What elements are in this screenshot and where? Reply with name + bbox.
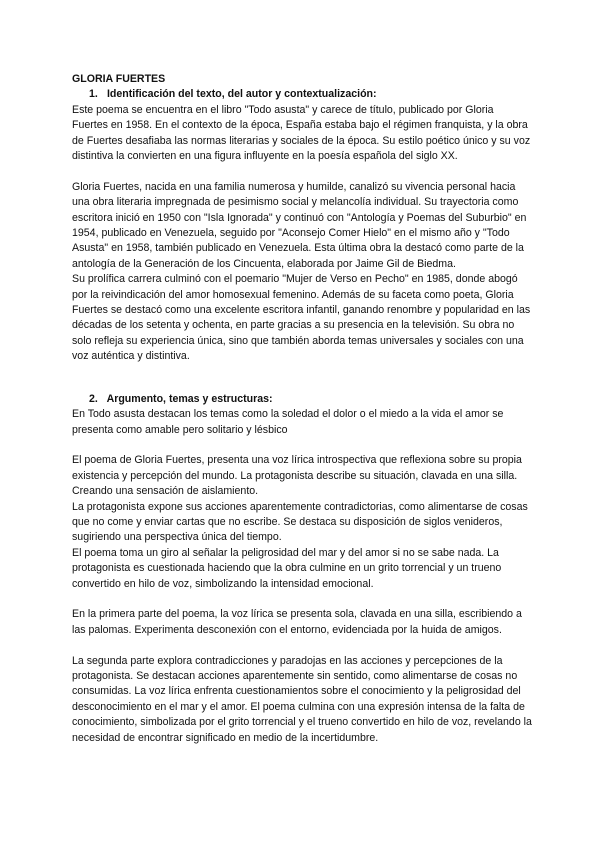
section-2-number: 2. — [89, 392, 98, 405]
section-2-title: Argumento, temas y estructuras: — [106, 392, 273, 405]
section-2-paragraph: La segunda parte explora contradicciones y paradojas en las acciones y percepciones de la protagonista. Se destacan acciones aparentemente sin sentido, como alimentarse de cosas no consumidas. La voz lírica enfrenta cuestionamientos sobre el conocimiento y la peligrosidad del desconocimiento en el mar y el amor. El poema culmina con una expresión intensa de la falta de conocimiento, simbolizada por el grito torrencial y el trueno convertido en hilo de voz, revelando la necesidad de encontrar significado en medio de la incertidumbre. — [72, 654, 532, 744]
document-title: GLORIA FUERTES — [72, 73, 166, 85]
section-2-paragraph: En la primera parte del poema, la voz lírica se presenta sola, clavada en una silla, escribiendo a las palomas. Experimenta desconexión con el entorno, evidenciada por la huida de amigos. — [72, 608, 522, 636]
section-2-heading — [72, 392, 532, 407]
section-2-paragraph: La protagonista expone sus acciones aparentemente contradictorias, como alimentarse de cosas que no come y enviar cartas que no escribe. Se destaca su disposición de siglos venideros, sugiriendo una perspectiva única del tiempo. — [72, 500, 528, 544]
section-2-paragraph: En Todo asusta destacan los temas como la soledad el dolor o el miedo a la vida el amor se presenta como amable pero solitario y lésbico — [72, 408, 504, 436]
section-1-paragraph: Este poema se encuentra en el libro "Todo asusta" y carece de título, publicado por Gloria Fuertes en 1958. En el contexto de la época, España estaba bajo el régimen franquista, y la obra de Fuertes desafiaba las normas literarias y sociales de la época. Su estilo poético único y su voz distintiva la convierten en una figura influyente en la poesía española del siglo XX. — [72, 103, 531, 163]
section-2-paragraph: El poema de Gloria Fuertes, presenta una voz lírica introspectiva que reflexiona sobre su propia existencia y percepción del mundo. La protagonista describe su situación, clavada en una silla. Creando una sensación de aislamiento. — [72, 454, 522, 498]
section-1-number: 1. — [89, 88, 98, 101]
section-1-title: Identificación del texto, del autor y contextualización: — [106, 88, 377, 101]
section-1-heading — [72, 87, 532, 102]
document-page — [72, 72, 532, 746]
section-1-paragraph: Su prolífica carrera culminó con el poemario "Mujer de Verso en Pecho" en 1985, donde abogó por la reivindicación del amor homosexual femenino. Además de su faceta como poeta, Gloria Fuertes se destacó como una excelente escritora infantil, ganando renombre y popularidad en las décadas de los setenta y ochenta, en parte gracias a su presencia en la televisión. Su obra no solo refleja su experiencia única, sino que también aborda temas universales y sociales con una voz auténtica y distintiva. — [72, 273, 531, 363]
section-2-paragraph: El poema toma un giro al señalar la peligrosidad del mar y del amor si no se sabe nada. La protagonista es cuestionada haciendo que la obra culmine en un grito torrencial y un trueno convertido en hilo de voz, simbolizando la intensidad emocional. — [72, 546, 502, 590]
section-1-paragraph: Gloria Fuertes, nacida en una familia numerosa y humilde, canalizó su vivencia personal hacia una obra literaria impregnada de pesimismo social y melancolía individual. Su trayectoria como escritora inició en 1950 con "Isla Ignorada" y continuó con "Antología y Poemas del Suburbio" en 1954, publicado en Venezuela, seguido por "Aconsejo Comer Hielo" en el mismo año y "Todo Asusta" en 1958, también publicado en Venezuela. Esta última obra la destacó como parte de la antología de la Generación de los Cincuenta, elaborada por Jaime Gil de Biedma. — [72, 180, 527, 270]
